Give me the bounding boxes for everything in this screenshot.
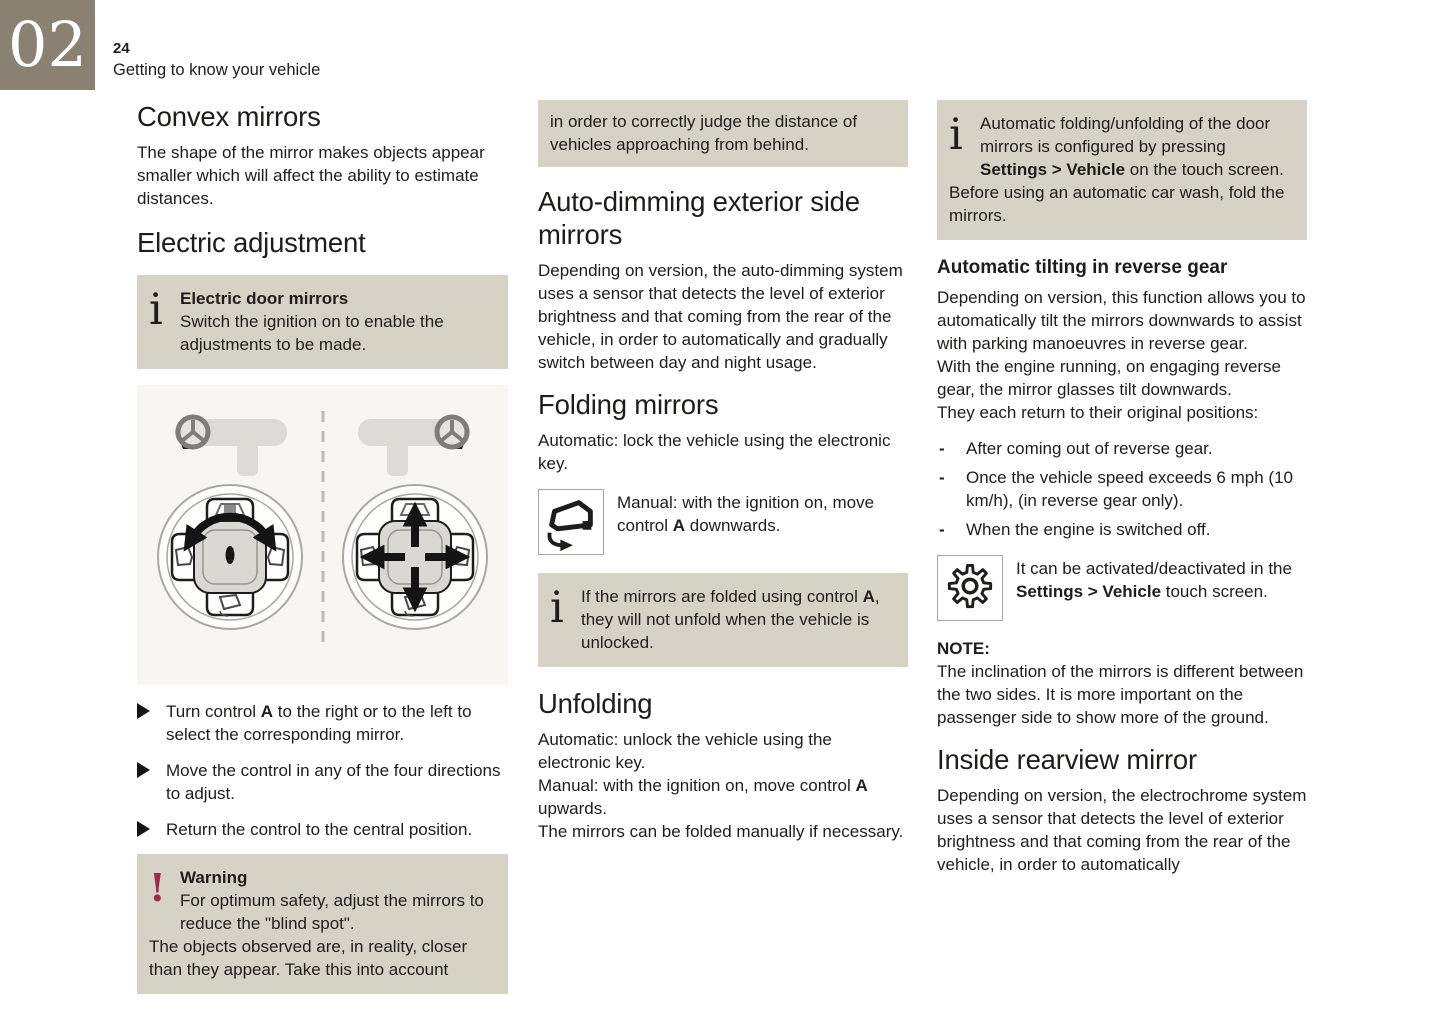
paragraph-convex: The shape of the mirror makes objects appear smaller which will affect the ability to estimate distances. — [137, 143, 485, 208]
mirror-glyph-left — [176, 547, 192, 565]
heading-convex-mirrors: Convex mirrors — [137, 101, 321, 132]
list-item — [137, 759, 508, 805]
paragraph-folding-automatic: Automatic: lock the vehicle using the electronic key. — [538, 431, 891, 473]
bullet-triangle-icon — [137, 703, 150, 719]
section-title: Getting to know your vehicle — [113, 61, 321, 79]
text: touch screen. — [1161, 582, 1268, 601]
list-item — [937, 437, 1307, 460]
paragraph-unfold-note: The mirrors can be folded manually if necessary. — [538, 822, 904, 841]
page-number: 24 — [113, 40, 130, 57]
text: Manual: with the ignition on, move control — [617, 493, 875, 535]
mirror-glyph-right — [453, 547, 469, 565]
carryover-text: in order to correctly judge the distance of vehicles approaching from behind. — [550, 112, 858, 154]
steering-wheel-icon — [437, 417, 467, 447]
paragraph-auto-dimming: Depending on version, the auto-dimming system uses a sensor that detects the level of exterior brightness and that coming from the rear of the vehicle, in order to automatically and gradually switch between day and night usage. — [538, 261, 903, 372]
mirror-glyph-left — [361, 547, 377, 565]
info-box-folded — [538, 573, 908, 667]
info-icon: i — [550, 583, 564, 633]
heading-automatic-tilting: Automatic tilting in reverse gear — [937, 257, 1228, 278]
fold-mirror-icon — [538, 489, 604, 555]
info-box-autofold — [937, 100, 1307, 240]
info-box-title: Electric door mirrors — [180, 289, 349, 308]
text: It can be activated/deactivated in the — [1016, 559, 1292, 578]
paragraph-tilting-1: Depending on version, this function allows you to automatically tilt the mirrors downwards to assist with parking manoeuvres in reverse gear. — [937, 288, 1306, 353]
warning-text: The objects observed are, in reality, closer than they appear. Take this into account — [149, 937, 468, 979]
mirror-control-diagram-svg — [137, 385, 508, 673]
note-body: The inclination of the mirrors is different between the two sides. It is more important on the passenger side to show more of the ground. — [937, 662, 1304, 727]
text-bold: A — [672, 516, 686, 535]
list-item-text: Move the control in any of the four directions to adjust. — [166, 761, 501, 803]
steering-wheel-icon — [178, 417, 208, 447]
note-label: NOTE: — [937, 639, 990, 658]
paragraph-tilting-2: With the engine running, on engaging reverse gear, the mirror glasses tilt downwards. — [937, 357, 1282, 399]
bullet-triangle-icon — [137, 821, 150, 837]
warning-text: For optimum safety, adjust the mirrors to reduce the "blind spot". — [180, 891, 484, 933]
mirror-adjust-control — [343, 485, 487, 629]
list-item — [137, 818, 508, 841]
paragraph-tilting-3: They each return to their original positions: — [937, 403, 1259, 422]
settings-row — [937, 555, 1307, 621]
paragraph-unfold-automatic: Automatic: unlock the vehicle using the electronic key. — [538, 730, 832, 772]
paragraph-inside-rearview: Depending on version, the electrochrome system uses a sensor that detects the level of exterior brightness and that coming from the rear of the vehicle, in order to automatically — [937, 786, 1307, 874]
list-item-text: to the right or to the left to select the corresponding mirror. — [166, 702, 472, 744]
text-bold: A — [855, 776, 868, 795]
list-item — [937, 518, 1307, 541]
heading-unfolding: Unfolding — [538, 688, 653, 719]
manual-fold-row — [538, 489, 908, 555]
gear-icon — [937, 555, 1003, 621]
info-box-body: on the touch screen. Before using an automatic car wash, fold the mirrors. — [949, 160, 1285, 225]
text: upwards. — [538, 799, 607, 818]
bullet-triangle-icon — [137, 762, 150, 778]
heading-inside-rearview: Inside rearview mirror — [937, 744, 1197, 775]
list-item-text: Return the control to the central position. — [166, 820, 473, 839]
info-icon: i — [149, 285, 163, 335]
text: Manual: with the ignition on, move control — [538, 776, 856, 795]
list-item-text: When the engine is switched off. — [966, 520, 1211, 539]
dash-marker: - — [939, 439, 945, 458]
heading-folding-mirrors: Folding mirrors — [538, 389, 719, 420]
column-middle — [538, 100, 908, 843]
mirror-control-diagram — [137, 385, 508, 685]
instruction-list — [137, 700, 508, 841]
warning-icon: ! — [149, 865, 166, 910]
list-item-text: Turn control — [166, 702, 261, 721]
settings-note-text — [1016, 555, 1307, 621]
info-box-bold: A — [862, 587, 875, 606]
mirror-glyph-right — [268, 547, 284, 565]
info-box-body: Automatic folding/unfolding of the door mirrors is configured by pressing — [980, 114, 1271, 156]
info-box-body: , they will not unfold when the vehicle is unlocked. — [581, 587, 880, 652]
info-box-body: If the mirrors are folded using control — [581, 587, 863, 606]
list-item-text: After coming out of reverse gear. — [966, 439, 1213, 458]
text-bold: Settings > Vehicle — [1016, 582, 1162, 601]
heading-electric-adjustment: Electric adjustment — [137, 227, 366, 258]
column-left — [137, 100, 508, 994]
warning-title: Warning — [180, 868, 248, 887]
dash-marker: - — [939, 468, 945, 487]
list-item-bold: A — [260, 702, 274, 721]
mirror-select-control — [158, 485, 302, 629]
warning-box — [137, 854, 508, 994]
list-item — [937, 466, 1307, 512]
info-icon: i — [949, 110, 963, 160]
manual-fold-text — [617, 489, 908, 555]
carryover-box — [538, 100, 908, 167]
page-header — [113, 40, 320, 80]
column-right — [937, 100, 1307, 876]
heading-auto-dimming: Auto-dimming exterior side mirrors — [538, 186, 860, 250]
text: downwards. — [685, 516, 781, 535]
info-box-bold: Settings > Vehicle — [980, 160, 1126, 179]
info-box-electric-mirrors — [137, 275, 508, 369]
control-knob-dot — [226, 546, 235, 564]
list-item — [137, 700, 508, 746]
paragraph-unfold-manual — [538, 774, 908, 820]
list-item-text: Once the vehicle speed exceeds 6 mph (10 km/h), (in reverse gear only). — [966, 468, 1293, 510]
return-conditions-list — [937, 437, 1307, 541]
chapter-tab: 02 — [0, 0, 95, 90]
dash-marker: - — [939, 520, 945, 539]
info-box-body: Switch the ignition on to enable the adjustments to be made. — [180, 312, 444, 354]
